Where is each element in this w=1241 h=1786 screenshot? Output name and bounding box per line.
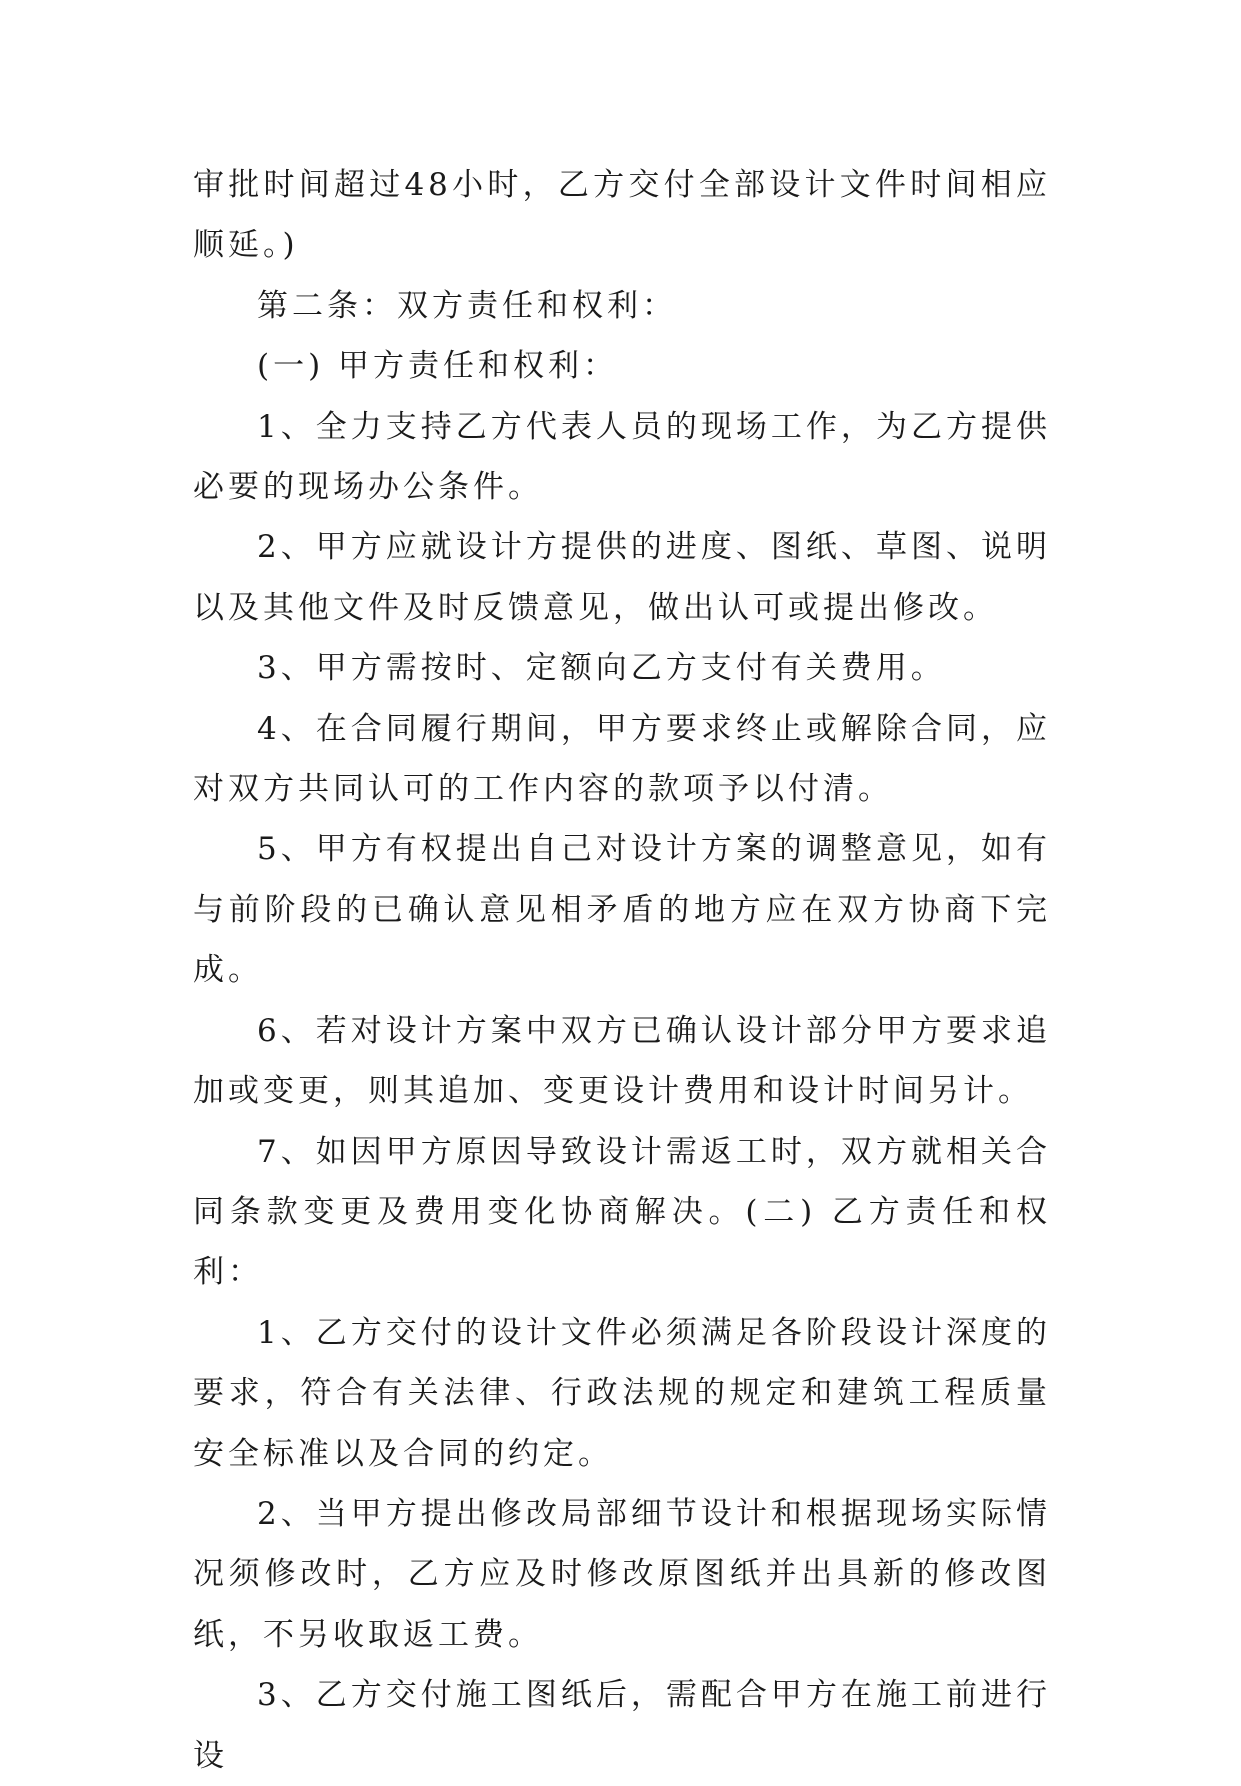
party-a-clause-5: 5、甲方有权提出自己对设计方案的调整意见，如有与前阶段的已确认意见相矛盾的地方应在双方协商下完成。 [193,831,1051,989]
paragraph-approval-time: 审批时间超过48小时，乙方交付全部设计文件时间相应顺延。) [193,167,1051,264]
party-b-clause-1: 1、乙方交付的设计文件必须满足各阶段设计深度的要求，符合有关法律、行政法规的规定和建筑工程质量安全标准以及合同的约定。 [193,1314,1051,1472]
document-body [193,155,1051,1786]
party-b-clause-3: 3、乙方交付施工图纸后，需配合甲方在施工前进行设 [193,1677,1051,1774]
party-a-clause-2: 2、甲方应就设计方提供的进度、图纸、草图、说明以及其他文件及时反馈意见，做出认可或提出修改。 [193,529,1051,626]
party-a-clause-4: 4、在合同履行期间，甲方要求终止或解除合同，应对双方共同认可的工作内容的款项予以付清。 [193,710,1051,808]
party-a-clause-6: 6、若对设计方案中双方已确认设计部分甲方要求追加或变更，则其追加、变更设计费用和设计时间另计。 [193,1012,1051,1110]
party-a-clause-7: 7、如因甲方原因导致设计需返工时，双方就相关合同条款变更及费用变化协商解决。(二) 乙方责任和权利： [193,1133,1051,1291]
party-a-section-heading: (一) 甲方责任和权利： [257,348,619,385]
party-a-clause-3: 3、甲方需按时、定额向乙方支付有关费用。 [257,650,946,687]
article-two-heading: 第二条：双方责任和权利： [257,287,677,324]
party-b-clause-2: 2、当甲方提出修改局部细节设计和根据现场实际情况须修改时，乙方应及时修改原图纸并出具新的修改图纸，不另收取返工费。 [193,1495,1051,1653]
party-a-clause-1: 1、全力支持乙方代表人员的现场工作，为乙方提供必要的现场办公条件。 [193,408,1051,506]
